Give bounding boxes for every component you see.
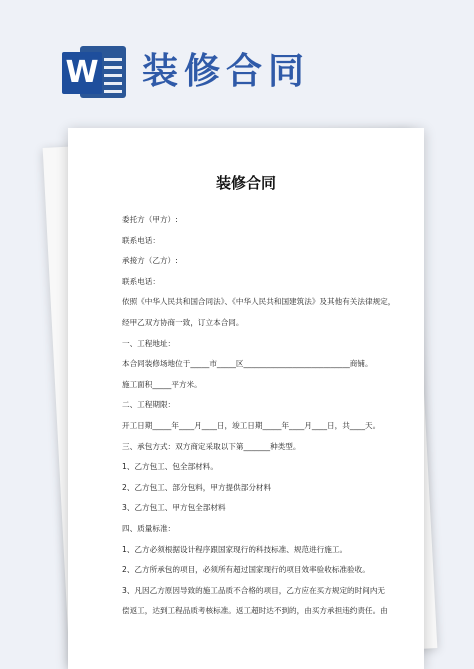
document-line: 三、承包方式：双方商定采取以下第_______种类型。 — [122, 441, 301, 451]
document-line: 1、乙方必须根据设计程序跟国家现行的科技标准、规范进行施工。 — [122, 544, 348, 554]
header-title: 装修合同 — [142, 51, 311, 92]
document-line: 一、工程地址： — [122, 338, 176, 348]
document-line: 2、乙方所承包的项目，必须所有超过国家现行的项目效率验收标准验收。 — [122, 565, 370, 575]
document-page — [68, 128, 424, 669]
document-title: 装修合同 — [215, 174, 276, 192]
word-icon-letter: W — [62, 52, 102, 94]
word-document-icon — [62, 44, 128, 100]
document-line: 2、乙方包工、部分包料，甲方提供部分材料 — [122, 482, 272, 492]
header-banner — [0, 0, 474, 118]
document-line: 3、凡因乙方原因导致的施工品质不合格的项目，乙方应在买方规定的时间内无 — [122, 585, 386, 595]
document-line: 四、质量标准： — [122, 523, 176, 533]
document-line: 依照《中华人民共和国合同法》、《中华人民共和国建筑法》及其他有关法律规定， — [122, 297, 396, 307]
document-body — [122, 210, 414, 622]
document-line: 二、工程期限： — [122, 400, 176, 410]
document-line: 联系电话： — [122, 276, 160, 286]
document-line: 承接方（乙方）: — [122, 256, 178, 266]
document-line: 3、乙方包工、甲方包全部材料 — [122, 503, 226, 513]
document-line: 联系电话： — [122, 235, 160, 245]
document-line: 委托方（甲方）: — [122, 215, 178, 224]
document-line: 1、乙方包工、包全部材料。 — [122, 462, 218, 472]
document-line: 偿返工，达到工程品质考核标准。返工超时达不到的，由买方承担违约责任。由 — [122, 606, 388, 616]
document-line: 开工日期_____年____月____日，竣工日期_____年____月____日，共____天。 — [122, 420, 381, 430]
document-line: 经甲乙双方协商一致，订立本合同。 — [122, 317, 244, 327]
document-line: 施工面积_____平方米。 — [122, 379, 202, 389]
document-line: 本合同装修场地位于_____市_____区____________________________商铺。 — [122, 359, 373, 369]
